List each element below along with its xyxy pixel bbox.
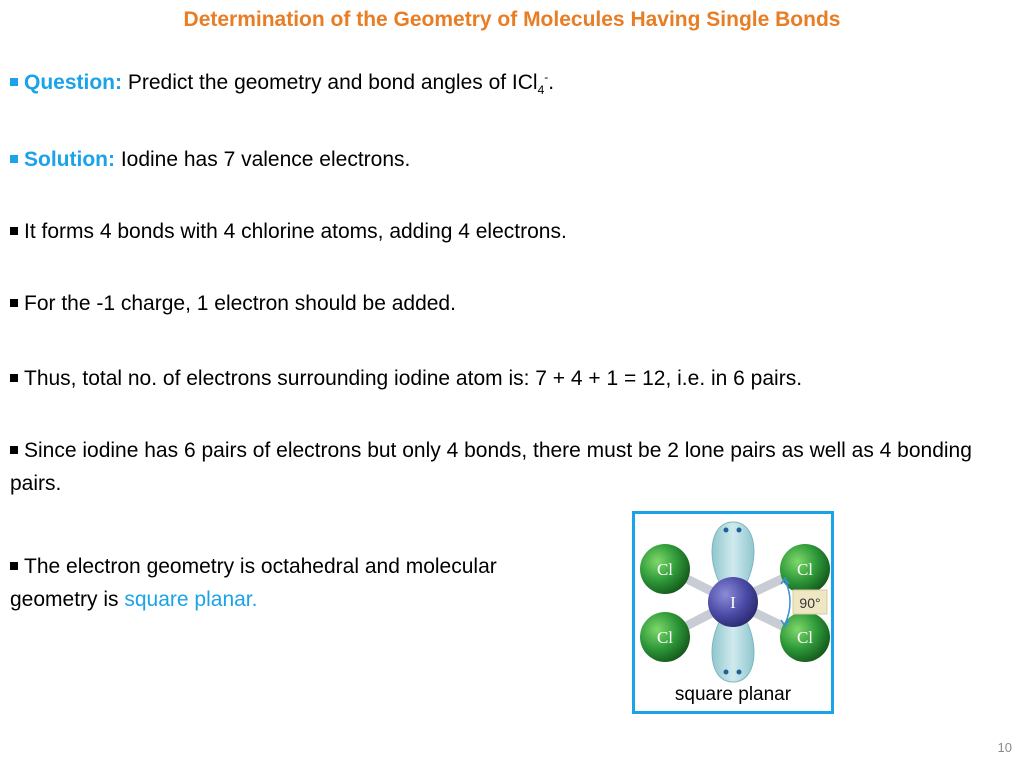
question-text: Predict the geometry and bond angles of ICl (127, 71, 538, 94)
figure-caption: square planar (674, 684, 792, 705)
bullet-icon (10, 299, 18, 307)
point-text: It forms 4 bonds with 4 chlorine atoms, adding 4 electrons. (24, 220, 567, 243)
geometry-text: The electron geometry is octahedral and molecular geometry is (10, 555, 497, 611)
solution-line (10, 143, 410, 176)
point-charge (10, 287, 456, 320)
bullet-icon (10, 78, 18, 86)
atom-label: Cl (796, 560, 814, 579)
atom-label: I (730, 593, 736, 612)
point-geometry (10, 550, 510, 616)
solution-text: Iodine has 7 valence electrons. (120, 148, 411, 171)
atom-label: Cl (656, 560, 674, 579)
lone-pair-dot (724, 528, 729, 533)
page-number: 10 (997, 740, 1012, 755)
bullet-icon (10, 227, 18, 235)
point-total (10, 362, 1014, 395)
bullet-icon (10, 155, 18, 163)
formula-subscript: 4 (537, 83, 545, 98)
bullet-icon (10, 446, 18, 454)
question-end: . (548, 71, 555, 94)
lone-pair-dot (724, 670, 729, 675)
point-lone-pairs (10, 434, 1000, 500)
lone-pair-dot (737, 670, 742, 675)
formula-superscript: - (544, 70, 549, 84)
molecule-figure (632, 511, 834, 714)
point-text: For the -1 charge, 1 electron should be added. (24, 292, 456, 315)
point-text: Thus, total no. of electrons surrounding iodine atom is: 7 + 4 + 1 = 12, i.e. in 6 pairs. (24, 367, 803, 390)
atom-label: Cl (796, 628, 814, 647)
question-label: Question: (24, 71, 122, 94)
angle-label: 90° (799, 595, 821, 611)
bullet-icon (10, 562, 18, 570)
molecule-diagram (635, 514, 831, 711)
lone-pair-dot (737, 528, 742, 533)
solution-label: Solution: (24, 148, 115, 171)
question-line (10, 66, 554, 99)
atom-label: Cl (656, 628, 674, 647)
slide-title: Determination of the Geometry of Molecules Having Single Bonds (183, 8, 841, 31)
bullet-icon (10, 374, 18, 382)
geometry-highlight: square planar. (124, 588, 258, 611)
point-text: Since iodine has 6 pairs of electrons but only 4 bonds, there must be 2 lone pairs as well as 4 bonding pairs. (10, 439, 972, 495)
point-bonds (10, 215, 567, 248)
